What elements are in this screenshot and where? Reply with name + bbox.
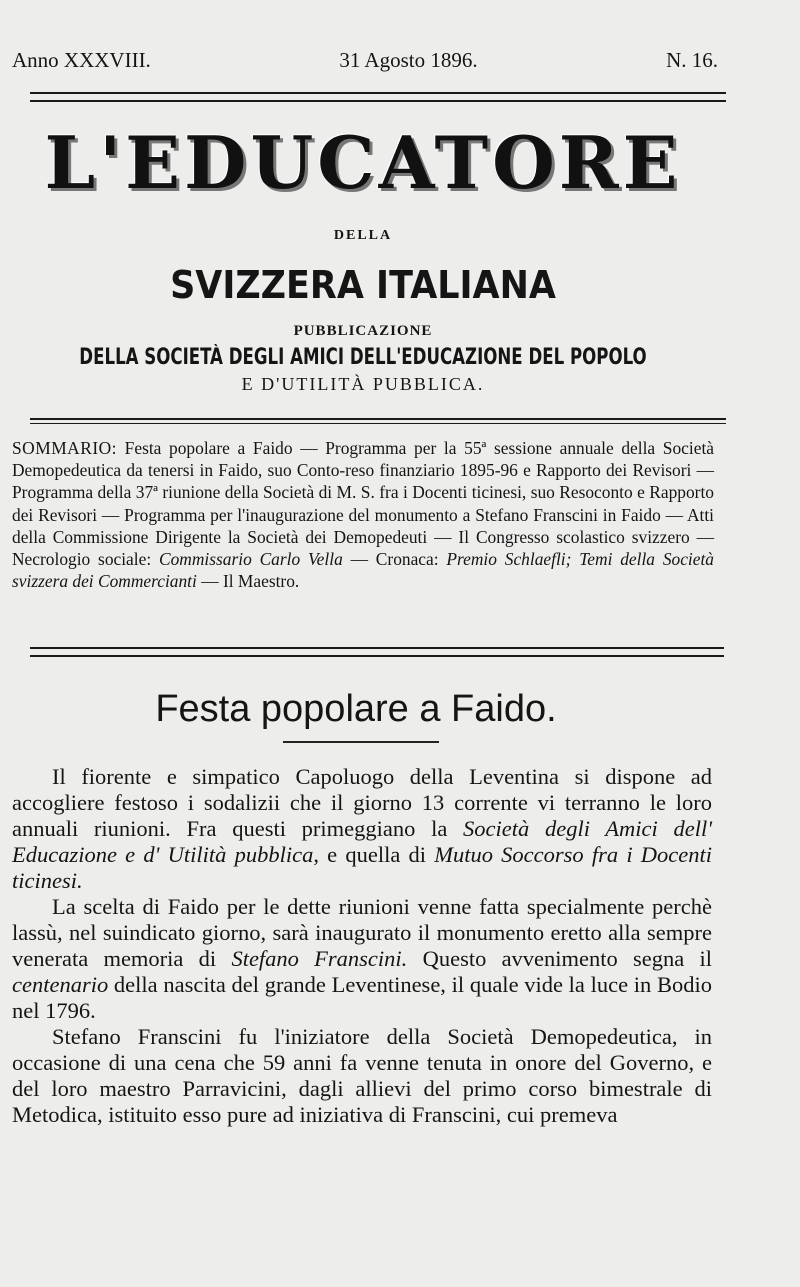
masthead-della: DELLA bbox=[333, 228, 393, 243]
rule-above-sommario-thin bbox=[30, 423, 726, 424]
masthead-pubblicazione: PUBBLICAZIONE bbox=[293, 323, 433, 339]
sommario-cronaca: — Cronaca: bbox=[350, 549, 439, 570]
issue-header bbox=[12, 48, 718, 73]
sommario-label: SOMMARIO: bbox=[12, 438, 117, 458]
issue-number: N. 16. bbox=[666, 48, 718, 72]
p1-text-b: , e quella di bbox=[313, 842, 427, 867]
paragraph-3: Stefano Franscini fu l'iniziatore della Società Demopedeutica, in occasione di una cena che 59 anni fa venne tenuta in onore del Governo, e del loro maestro Parravicini, dagli allievi del primo corso bimestrale di Metodica, istituito esso pure ad iniziativa di Franscini, cui premeva bbox=[12, 1024, 712, 1127]
article-body bbox=[12, 764, 712, 1128]
paragraph-2 bbox=[12, 894, 712, 1024]
sommario-necrologio: Commissario Carlo Vella bbox=[159, 549, 343, 570]
masthead-title: L'EDUCATORE bbox=[44, 120, 682, 205]
p2-text-c: della nascita del grande Leventinese, il quale vide la luce in Bodio nel 1796. bbox=[12, 972, 712, 1023]
sommario-end: — Il Maestro. bbox=[201, 571, 300, 592]
masthead-subtitle: SVIZZERA ITALIANA bbox=[170, 263, 556, 307]
p2-italic-2: centenario bbox=[12, 972, 109, 997]
p1-italic-2: Mutuo Soccorso fra i Docenti ticinesi. bbox=[12, 842, 712, 893]
sommario-text: Festa popolare a Faido — Programma per la 55ª sessione annuale della Società Demopedeutica da tenersi in Faido, suo Conto-reso finanziario 1895-96 e Rapporto dei Revisori — Programma della 37ª riunione della Società di M. S. fra i Docenti ticinesi, suo Resoconto e Rapporto dei Revisori — Programma per l'inaugurazione del monumento a Stefano Franscini in Faido — Atti della Commissione Dirigente la Società dei Demopedeuti — Il Congresso scolastico svizzero — Necrologio sociale: bbox=[12, 438, 714, 570]
top-rule bbox=[30, 92, 726, 102]
p2-italic-1: Stefano Franscini. bbox=[231, 946, 408, 971]
p1-italic-1: Società degli Amici dell' Educazione e d' Utilità pubblica bbox=[12, 816, 713, 867]
rule-above-sommario bbox=[30, 418, 726, 420]
p1-text-a: Il fiorente e simpatico Capoluogo della Leventina si dispone ad accogliere festoso i sodalizii che il giorno 13 corrente vi terranno le loro annuali riunioni. Fra questi primeggiano la bbox=[12, 764, 712, 841]
issue-date: 31 Agosto 1896. bbox=[339, 48, 478, 72]
masthead-societa: DELLA SOCIETÀ DEGLI AMICI DELL'EDUCAZIONE DEL POPOLO bbox=[79, 345, 647, 370]
masthead-utilita: E D'UTILITÀ PUBBLICA. bbox=[241, 374, 485, 394]
sommario bbox=[12, 437, 714, 592]
paragraph-1 bbox=[12, 764, 712, 894]
article-title: Festa popolare a Faido. bbox=[155, 688, 557, 730]
issue-year: Anno XXXVIII. bbox=[12, 48, 151, 72]
sommario-cronaca-items: Premio Schlaefli; Temi della Società svizzera dei Commercianti bbox=[12, 549, 715, 592]
title-underline bbox=[283, 741, 439, 743]
rule-below-sommario bbox=[30, 647, 724, 657]
p2-text-a: La scelta di Faido per le dette riunioni venne fatta specialmente perchè lassù, nel suindicato giorno, sarà inaugurato il monumento eretto alla sempre venerata memoria di bbox=[12, 894, 712, 971]
p2-text-b: Questo avvenimento segna il bbox=[422, 946, 713, 971]
